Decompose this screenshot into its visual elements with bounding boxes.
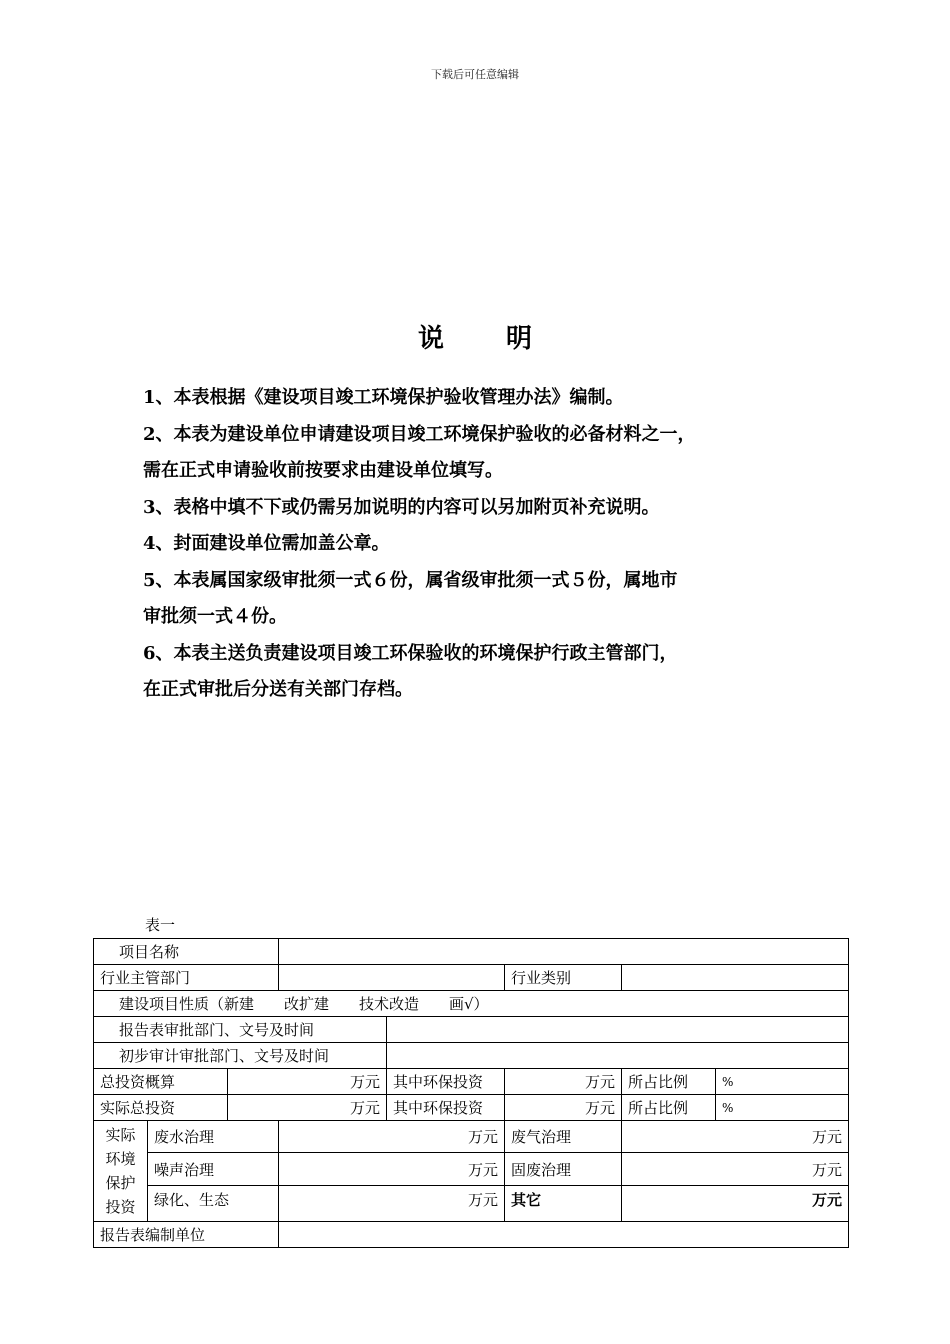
instruction-line: 1、本表根据《建设项目竣工环境保护验收管理办法》编制。 bbox=[143, 387, 624, 408]
vertical-label-line: 环境 bbox=[105, 1150, 136, 1168]
table-row bbox=[94, 1153, 849, 1185]
header-note: 下载后可任意编辑 bbox=[431, 68, 519, 81]
instruction-line: 在正式审批后分送有关部门存档。 bbox=[143, 679, 413, 700]
actual-env-invest-unit: 万元 bbox=[505, 1095, 622, 1121]
project-name-label: 项目名称 bbox=[94, 939, 279, 965]
instruction-line: 5、本表属国家级审批须一式６份，属省级审批须一式５份，属地市 bbox=[143, 569, 678, 591]
prelim-approval-field[interactable] bbox=[387, 1043, 849, 1069]
solid-waste-unit: 万元 bbox=[622, 1153, 849, 1185]
other-label: 其它 bbox=[505, 1185, 622, 1221]
vertical-label-line: 投资 bbox=[105, 1198, 136, 1216]
actual-total-label: 实际总投资 bbox=[94, 1095, 228, 1121]
project-info-table bbox=[93, 938, 849, 1248]
ratio-percent: % bbox=[716, 1069, 849, 1095]
industry-dept-field[interactable] bbox=[279, 965, 505, 991]
prelim-approval-label: 初步审计审批部门、文号及时间 bbox=[94, 1043, 387, 1069]
vertical-label-line: 实际 bbox=[105, 1126, 136, 1144]
table-row bbox=[94, 1121, 849, 1153]
report-approval-field[interactable] bbox=[387, 1017, 849, 1043]
instruction-line: 6、本表主送负责建设项目竣工环保验收的环境保护行政主管部门， bbox=[143, 642, 678, 664]
env-invest-label: 其中环保投资 bbox=[387, 1069, 505, 1095]
report-unit-field[interactable] bbox=[279, 1222, 849, 1248]
instruction-line: 2、本表为建设单位申请建设项目竣工环境保护验收的必备材料之一， bbox=[143, 423, 696, 445]
actual-env-invest-group-label bbox=[94, 1121, 148, 1222]
noise-label: 噪声治理 bbox=[148, 1153, 279, 1185]
solid-waste-label: 固废治理 bbox=[505, 1153, 622, 1185]
instruction-line: 需在正式申请验收前按要求由建设单位填写。 bbox=[143, 460, 503, 481]
waste-gas-label: 废气治理 bbox=[505, 1121, 622, 1153]
industry-dept-label: 行业主管部门 bbox=[94, 965, 279, 991]
env-invest-unit: 万元 bbox=[505, 1069, 622, 1095]
table-row bbox=[94, 1017, 849, 1043]
report-approval-label: 报告表审批部门、文号及时间 bbox=[94, 1017, 387, 1043]
instruction-line: 审批须一式４份。 bbox=[143, 606, 287, 627]
wastewater-unit: 万元 bbox=[279, 1121, 505, 1153]
actual-ratio-label: 所占比例 bbox=[622, 1095, 716, 1121]
instructions-list bbox=[143, 380, 833, 709]
actual-total-unit: 万元 bbox=[228, 1095, 387, 1121]
wastewater-label: 废水治理 bbox=[148, 1121, 279, 1153]
table-row bbox=[94, 1185, 849, 1221]
industry-type-label: 行业类别 bbox=[505, 965, 622, 991]
waste-gas-unit: 万元 bbox=[622, 1121, 849, 1153]
table-caption: 表一 bbox=[145, 916, 176, 934]
instruction-line: 4、封面建设单位需加盖公章。 bbox=[143, 533, 390, 554]
total-budget-unit: 万元 bbox=[228, 1069, 387, 1095]
table-row bbox=[94, 991, 849, 1017]
noise-unit: 万元 bbox=[279, 1153, 505, 1185]
page-title bbox=[0, 318, 950, 355]
table-row bbox=[94, 1069, 849, 1095]
actual-env-invest-label: 其中环保投资 bbox=[387, 1095, 505, 1121]
table-row bbox=[94, 1222, 849, 1248]
table-row bbox=[94, 1095, 849, 1121]
other-unit: 万元 bbox=[622, 1185, 849, 1221]
vertical-label-line: 保护 bbox=[105, 1174, 136, 1192]
report-unit-label: 报告表编制单位 bbox=[94, 1222, 279, 1248]
table-row bbox=[94, 965, 849, 991]
industry-type-field[interactable] bbox=[622, 965, 849, 991]
greening-label: 绿化、生态 bbox=[148, 1185, 279, 1221]
title-part-1: 说 bbox=[417, 324, 444, 354]
total-budget-label: 总投资概算 bbox=[94, 1069, 228, 1095]
greening-unit: 万元 bbox=[279, 1185, 505, 1221]
table-row bbox=[94, 1043, 849, 1069]
title-part-2: 明 bbox=[506, 324, 533, 354]
table-row bbox=[94, 939, 849, 965]
ratio-label: 所占比例 bbox=[622, 1069, 716, 1095]
instruction-line: 3、表格中填不下或仍需另加说明的内容可以另加附页补充说明。 bbox=[143, 496, 660, 518]
actual-ratio-percent: % bbox=[716, 1095, 849, 1121]
project-name-field[interactable] bbox=[279, 939, 849, 965]
project-nature-label: 建设项目性质（新建 改扩建 技术改造 画√） bbox=[94, 991, 849, 1017]
